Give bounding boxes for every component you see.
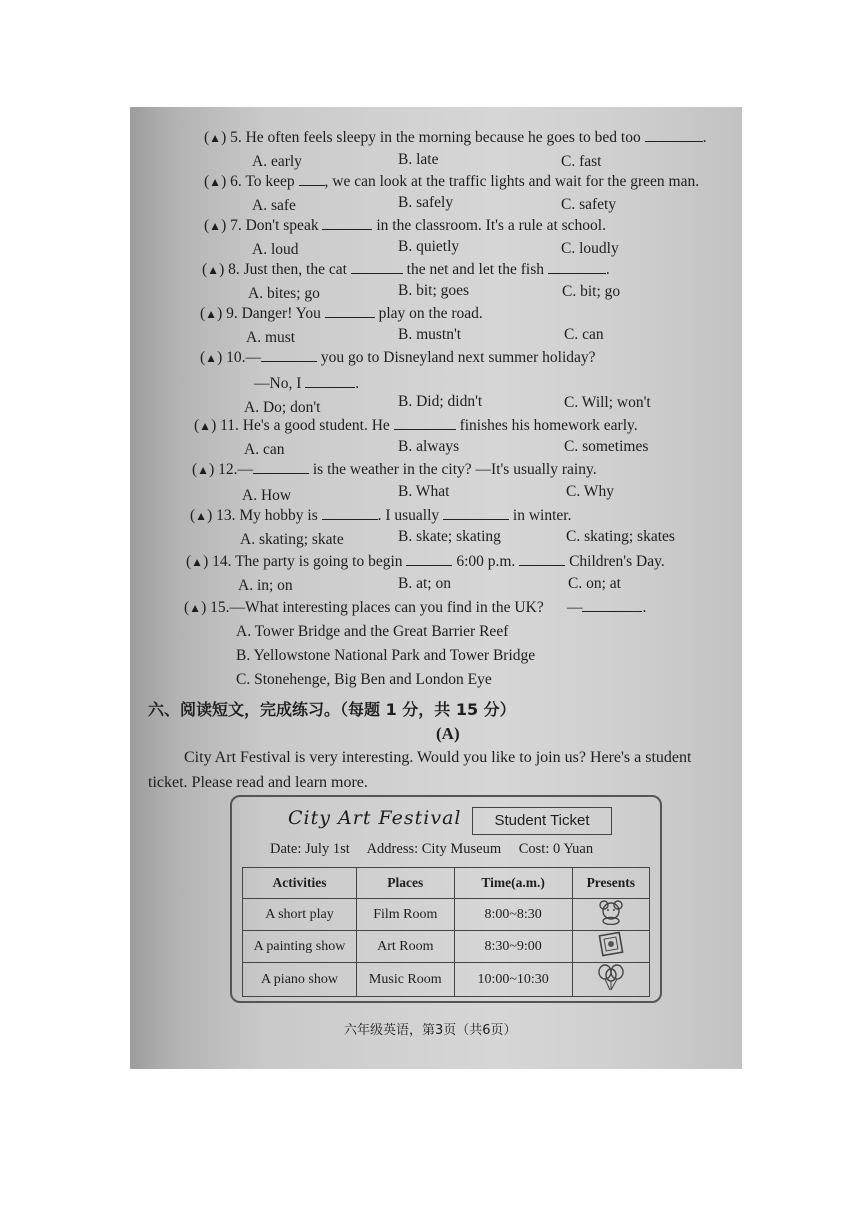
option-b: B. What — [398, 483, 450, 500]
column-header: Presents — [572, 868, 649, 899]
option-b: B. skate; skating — [398, 528, 501, 545]
intro-line-1: City Art Festival is very interesting. Would you like to join us? Here's a student — [184, 749, 692, 766]
time-cell: 8:00~8:30 — [454, 899, 572, 931]
option-c: C. bit; go — [562, 283, 621, 300]
question-11: (▲) 11. He's a good student. He finishes his homework early. — [194, 417, 638, 434]
part-label: (A) — [436, 724, 460, 743]
option-b: B. safely — [398, 194, 454, 211]
option-c: C. Why — [566, 483, 614, 500]
question-5: (▲) 5. He often feels sleepy in the morning because he goes to bed too . — [204, 129, 707, 146]
option-b: B. mustn't — [398, 326, 462, 343]
student-ticket — [230, 795, 662, 1003]
present-cell — [572, 963, 649, 997]
ticket-date: Date: July 1st — [270, 841, 350, 857]
activity-cell: A painting show — [243, 931, 357, 963]
option-b: B. always — [398, 438, 460, 455]
activity-cell: A piano show — [243, 963, 357, 997]
place-cell: Music Room — [356, 963, 454, 997]
activity-cell: A short play — [243, 899, 357, 931]
option-a: A. loud — [252, 241, 299, 258]
question-13: (▲) 13. My hobby is . I usually in winter. — [190, 507, 572, 524]
question-8: (▲) 8. Just then, the cat the net and let the fish . — [202, 261, 610, 278]
present-cell — [572, 899, 649, 931]
option-a: A. must — [246, 329, 296, 346]
option-c: C. safety — [561, 196, 617, 213]
option-c: C. loudly — [561, 240, 619, 257]
ticket-table — [242, 867, 650, 997]
question-12: (▲) 12.— is the weather in the city? —It's usually rainy. — [192, 461, 597, 478]
column-header: Activities — [243, 868, 357, 899]
option-c: C. Will; won't — [564, 394, 651, 411]
option-a: A. can — [244, 441, 285, 458]
option-c: C. on; at — [568, 575, 621, 592]
option-b: B. quietly — [398, 238, 460, 255]
intro-line-2: ticket. Please read and learn more. — [148, 774, 368, 791]
column-header: Places — [356, 868, 454, 899]
option-a: A. safe — [252, 197, 296, 214]
ticket-cost: Cost: 0 Yuan — [518, 841, 594, 857]
balloons-icon — [596, 963, 626, 991]
picture-frame-icon — [597, 931, 625, 957]
question-15: (▲) 15.—What interesting places can you find in the UK? — . — [184, 599, 647, 616]
question-10-reply: —No, I . — [254, 375, 360, 392]
option-c: C. can — [564, 326, 604, 343]
question-7: (▲) 7. Don't speak in the classroom. It's a rule at school. — [204, 217, 606, 234]
column-header: Time(a.m.) — [454, 868, 572, 899]
option-b: B. late — [398, 151, 439, 168]
teddy-bear-icon — [597, 899, 625, 925]
option-a: A. in; on — [238, 577, 293, 594]
option-c: C. Stonehenge, Big Ben and London Eye — [236, 671, 492, 688]
option-b: B. Yellowstone National Park and Tower Bridge — [236, 647, 536, 664]
table-row — [243, 963, 650, 997]
ticket-badge: Student Ticket — [472, 807, 612, 835]
present-cell — [572, 931, 649, 963]
option-a: A. bites; go — [248, 285, 320, 302]
page-footer: 六年级英语，第3页（共6页） — [344, 1023, 517, 1038]
option-c: C. sometimes — [564, 438, 649, 455]
option-a: A. How — [242, 487, 292, 504]
question-9: (▲) 9. Danger! You play on the road. — [200, 305, 483, 322]
question-6: (▲) 6. To keep , we can look at the traffic lights and wait for the green man. — [204, 173, 700, 190]
time-cell: 8:30~9:00 — [454, 931, 572, 963]
section-title: 六、阅读短文，完成练习。（每题 1 分，共 15 分） — [148, 700, 516, 719]
table-header-row — [243, 868, 650, 899]
ticket-address: Address: City Museum — [366, 841, 502, 857]
question-14: (▲) 14. The party is going to begin 6:00 p.m. Children's Day. — [186, 553, 665, 570]
option-a: A. early — [252, 153, 302, 170]
exam-page-photo — [130, 107, 742, 1069]
table-row — [243, 931, 650, 963]
option-b: B. Did; didn't — [398, 393, 483, 410]
option-a: A. Do; don't — [244, 399, 321, 416]
option-c: C. fast — [561, 153, 602, 170]
time-cell: 10:00~10:30 — [454, 963, 572, 997]
option-b: B. bit; goes — [398, 282, 470, 299]
option-c: C. skating; skates — [566, 528, 675, 545]
place-cell: Film Room — [356, 899, 454, 931]
ticket-info — [270, 841, 607, 858]
ticket-title: City Art Festival — [288, 807, 462, 829]
table-row — [243, 899, 650, 931]
question-10: (▲) 10.— you go to Disneyland next summer holiday? — [200, 349, 596, 366]
option-a: A. skating; skate — [240, 531, 344, 548]
option-a: A. Tower Bridge and the Great Barrier Reef — [236, 623, 509, 640]
place-cell: Art Room — [356, 931, 454, 963]
option-b: B. at; on — [398, 575, 451, 592]
